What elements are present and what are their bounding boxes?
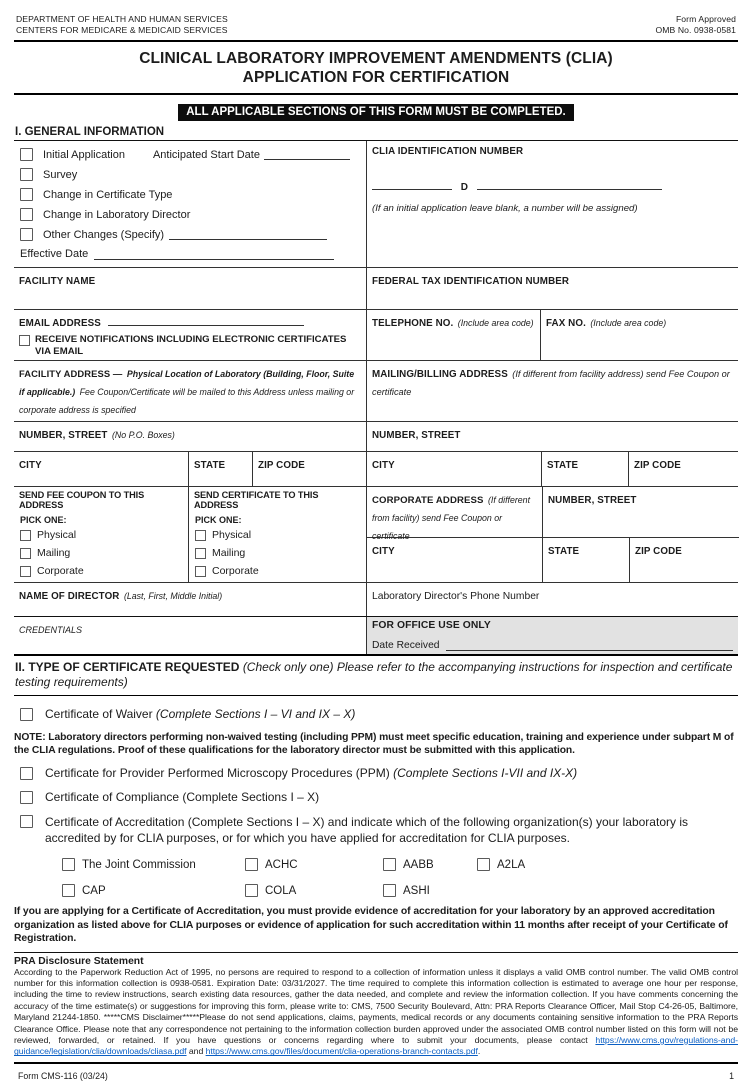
form-title-line1: CLINICAL LABORATORY IMPROVEMENT AMENDMENTS (CLIA) bbox=[139, 50, 613, 67]
certificate-ppm-label: Certificate for Provider Performed Microscopy Procedures (PPM) bbox=[45, 766, 394, 780]
application-type-cell bbox=[14, 141, 366, 267]
corporate-zip-cell[interactable] bbox=[629, 538, 739, 582]
clia-id-label: CLIA IDENTIFICATION NUMBER bbox=[372, 146, 524, 157]
mailing-address-note: (If different from facility address) send Fee Coupon or certificate bbox=[372, 369, 730, 397]
no-po-boxes-note: (No P.O. Boxes) bbox=[111, 430, 175, 440]
facility-address-cell bbox=[14, 361, 366, 421]
certificate-corporate-label: Corporate bbox=[212, 565, 259, 577]
cap-label: CAP bbox=[82, 884, 106, 897]
state-label: STATE bbox=[194, 460, 226, 471]
form-title bbox=[14, 42, 738, 93]
certificate-compliance-label: Certificate of Compliance (Complete Sections I – X) bbox=[45, 790, 320, 804]
mailing-zip-cell[interactable] bbox=[628, 452, 738, 486]
telephone-label: TELEPHONE NO. bbox=[372, 318, 454, 329]
initial-application-label: Initial Application bbox=[43, 148, 125, 161]
send-fee-coupon-cell bbox=[14, 487, 188, 582]
email-label: EMAIL ADDRESS bbox=[19, 318, 101, 329]
section2-heading bbox=[14, 656, 738, 695]
pra-heading: PRA Disclosure Statement bbox=[14, 955, 144, 967]
agency-line: CENTERS FOR MEDICARE & MEDICAID SERVICES bbox=[16, 25, 228, 35]
fee-coupon-physical-label: Physical bbox=[37, 529, 77, 541]
pra-body bbox=[14, 967, 738, 1058]
zip-label: ZIP CODE bbox=[634, 460, 681, 471]
fax-note: (Include area code) bbox=[590, 318, 667, 328]
facility-address-sublabel: Physical Location of Laboratory (Building, Floor, Suite if applicable.) bbox=[19, 369, 355, 397]
certificate-options bbox=[14, 696, 738, 897]
corporate-city-cell[interactable] bbox=[367, 538, 542, 582]
credentials-cell[interactable] bbox=[14, 617, 366, 654]
checkbox-achc[interactable] bbox=[245, 858, 258, 871]
department-line: DEPARTMENT OF HEALTH AND HUMAN SERVICES bbox=[16, 14, 228, 24]
achc-label: ACHC bbox=[265, 858, 298, 871]
zip-label: ZIP CODE bbox=[635, 546, 682, 557]
checkbox-aabb[interactable] bbox=[383, 858, 396, 871]
joint-commission-label: The Joint Commission bbox=[82, 858, 196, 871]
send-fee-coupon-label: SEND FEE COUPON TO THIS ADDRESS bbox=[19, 490, 145, 510]
cola-label: COLA bbox=[265, 884, 297, 897]
office-use-label: FOR OFFICE USE ONLY bbox=[372, 620, 491, 631]
form-approved-label: Form Approved bbox=[675, 14, 736, 24]
date-received-label: Date Received bbox=[372, 640, 440, 651]
corporate-address-block bbox=[366, 487, 738, 582]
corporate-number-street-label: NUMBER, STREET bbox=[548, 495, 637, 506]
form-title-line2: APPLICATION FOR CERTIFICATION bbox=[242, 69, 510, 86]
checkbox-certificate-corporate[interactable] bbox=[195, 566, 206, 577]
date-received-field[interactable] bbox=[446, 640, 733, 651]
mailing-state-cell[interactable] bbox=[541, 452, 628, 486]
checkbox-certificate-mailing[interactable] bbox=[195, 548, 206, 559]
anticipated-start-date-field[interactable] bbox=[264, 149, 350, 160]
fax-label: FAX NO. bbox=[546, 318, 586, 329]
telephone-cell[interactable] bbox=[366, 310, 540, 360]
director-name-note: (Last, First, Middle Initial) bbox=[123, 591, 223, 601]
office-use-cell bbox=[366, 617, 738, 654]
facility-name-cell[interactable] bbox=[14, 268, 366, 309]
other-changes-field[interactable] bbox=[169, 229, 327, 240]
fee-coupon-corporate-label: Corporate bbox=[37, 565, 84, 577]
anticipated-start-date-label: Anticipated Start Date bbox=[152, 148, 260, 161]
pra-text-3: . bbox=[477, 1046, 481, 1057]
accreditation-evidence-notice: If you are applying for a Certificate of Accreditation, you must provide evidence of accreditation for your laboratory by an approved accreditation organization as listed above for CLIA purposes or evidence of application for such accreditation within 11 months after receipt of your Certificate of Registration. bbox=[14, 906, 728, 944]
checkbox-other-changes[interactable] bbox=[20, 228, 33, 241]
state-label: STATE bbox=[548, 546, 580, 557]
director-phone-label: Laboratory Director's Phone Number bbox=[372, 591, 540, 602]
all-sections-banner: ALL APPLICABLE SECTIONS OF THIS FORM MUST BE COMPLETED. bbox=[178, 104, 574, 121]
email-field[interactable] bbox=[108, 315, 304, 326]
mailing-number-street-label: NUMBER, STREET bbox=[372, 430, 461, 441]
receive-notifications-label-line1: RECEIVE NOTIFICATIONS INCLUDING ELECTRONIC CERTIFICATES bbox=[35, 334, 347, 345]
checkbox-ashi[interactable] bbox=[383, 884, 396, 897]
checkbox-certificate-physical[interactable] bbox=[195, 530, 206, 541]
facility-number-street-label: NUMBER, STREET bbox=[19, 430, 108, 441]
checkbox-certificate-of-accreditation[interactable] bbox=[20, 815, 33, 828]
telephone-note: (Include area code) bbox=[457, 318, 534, 328]
city-label: CITY bbox=[372, 546, 395, 557]
mailing-address-cell bbox=[366, 361, 738, 421]
clia-id-field-right[interactable] bbox=[477, 179, 662, 190]
director-qualifications-note: NOTE: Laboratory directors performing non-waived testing (including PPM) must meet specific education, training and experience under subpart M of the CLIA regulations. Proof of these qualifications for the laboratory director must be submitted with this application. bbox=[14, 732, 734, 756]
pra-disclosure bbox=[14, 952, 738, 1058]
federal-tax-cell[interactable] bbox=[366, 268, 738, 309]
clia-contacts-link[interactable]: https://www.cms.gov/files/document/clia-operations-branch-contacts.pdf bbox=[205, 1046, 478, 1057]
clia-id-note: (If an initial application leave blank, a number will be assigned) bbox=[372, 203, 638, 214]
checkbox-fee-coupon-physical[interactable] bbox=[20, 530, 31, 541]
checkbox-joint-commission[interactable] bbox=[62, 858, 75, 871]
checkbox-cola[interactable] bbox=[245, 884, 258, 897]
checkbox-fee-coupon-mailing[interactable] bbox=[20, 548, 31, 559]
change-certificate-type-label: Change in Certificate Type bbox=[43, 188, 173, 201]
section1-heading: I. GENERAL INFORMATION bbox=[15, 126, 165, 138]
mailing-address-label: MAILING/BILLING ADDRESS bbox=[372, 369, 508, 380]
pra-text-2: and bbox=[186, 1046, 206, 1057]
clia-id-separator: D bbox=[460, 182, 469, 193]
a2la-label: A2LA bbox=[497, 858, 526, 871]
ashi-label: ASHI bbox=[403, 884, 430, 897]
state-label: STATE bbox=[547, 460, 579, 471]
page-number: 1 bbox=[729, 1070, 734, 1081]
checkbox-fee-coupon-corporate[interactable] bbox=[20, 566, 31, 577]
facility-number-street-cell[interactable] bbox=[14, 422, 366, 451]
checkbox-certificate-of-waiver[interactable] bbox=[20, 708, 33, 721]
pick-one-label: PICK ONE: bbox=[20, 515, 67, 525]
receive-notifications-label-line2: VIA EMAIL bbox=[35, 346, 84, 357]
credentials-label: CREDENTIALS bbox=[19, 625, 83, 635]
corporate-address-note: (If different from facility) send Fee Coupon or certificate bbox=[372, 495, 531, 541]
fax-cell[interactable] bbox=[540, 310, 738, 360]
facility-name-label: FACILITY NAME bbox=[19, 276, 96, 287]
checkbox-initial-application[interactable] bbox=[20, 148, 33, 161]
certificate-waiver-label: Certificate of Waiver bbox=[45, 707, 156, 721]
zip-label: ZIP CODE bbox=[258, 460, 305, 471]
corporate-address-label: CORPORATE ADDRESS bbox=[372, 495, 484, 506]
survey-label: Survey bbox=[43, 168, 78, 181]
director-phone-cell[interactable] bbox=[366, 583, 738, 616]
page-footer bbox=[14, 1064, 738, 1081]
effective-date-field[interactable] bbox=[94, 249, 334, 260]
checkbox-cap[interactable] bbox=[62, 884, 75, 897]
mailing-city-cell[interactable] bbox=[366, 452, 541, 486]
certificate-waiver-sections: (Complete Sections I – VI and IX – X) bbox=[155, 707, 356, 721]
facility-address-label: FACILITY ADDRESS — bbox=[19, 368, 123, 379]
facility-city-cell[interactable] bbox=[14, 452, 188, 486]
aabb-label: AABB bbox=[403, 858, 434, 871]
clia-id-field-left[interactable] bbox=[372, 179, 452, 190]
title-divider bbox=[14, 93, 738, 95]
section2-heading-italic: (Check only one) Please refer to the accompanying instructions for inspection and certificate testing requirements) bbox=[15, 660, 733, 689]
form-number: Form CMS-116 (03/24) bbox=[18, 1070, 108, 1081]
page-header bbox=[14, 12, 738, 40]
facility-zip-cell[interactable] bbox=[252, 452, 366, 486]
checkbox-change-laboratory-director[interactable] bbox=[20, 208, 33, 221]
city-label: CITY bbox=[372, 460, 395, 471]
accreditation-organizations bbox=[62, 858, 738, 897]
fee-coupon-mailing-label: Mailing bbox=[37, 547, 71, 559]
change-laboratory-director-label: Change in Laboratory Director bbox=[43, 208, 191, 221]
certificate-accreditation-label: Certificate of Accreditation (Complete Sections I – X) and indicate which of the following organization(s) your laboratory is accredited by for CLIA purposes, or for which you have applied for accreditation for CLIA purposes. bbox=[45, 815, 688, 845]
federal-tax-label: FEDERAL TAX IDENTIFICATION NUMBER bbox=[372, 276, 570, 287]
effective-date-label: Effective Date bbox=[20, 248, 89, 260]
checkbox-a2la[interactable] bbox=[477, 858, 490, 871]
checkbox-receive-notifications[interactable] bbox=[19, 335, 30, 346]
checkbox-survey[interactable] bbox=[20, 168, 33, 181]
director-name-cell[interactable] bbox=[14, 583, 366, 616]
certificate-ppm-sections: (Complete Sections I-VII and IX-X) bbox=[393, 766, 578, 780]
mailing-number-street-cell[interactable] bbox=[366, 422, 738, 451]
certificate-physical-label: Physical bbox=[212, 529, 252, 541]
section2-heading-bold: II. TYPE OF CERTIFICATE REQUESTED bbox=[15, 660, 240, 674]
checkbox-change-certificate-type[interactable] bbox=[20, 188, 33, 201]
checkbox-certificate-ppm[interactable] bbox=[20, 767, 33, 780]
pra-text-1: According to the Paperwork Reduction Act of 1995, no persons are required to respond to a collection of information unless it displays a valid OMB control number. The valid OMB control number for this information collection is 0938-0581. Expiration Date: 03/31/2027. The time required to complete this information collection is estimated to average one hour per response, including the time to review instructions, search existing data resources, gather the data needed, and complete and review the information collection. If you have comments concerning the accuracy of the time estimate(s) or suggestions for improving this form, please write to: CMS, 7500 Security Boulevard, Attn: PRA Reports Clearance Officer, Mail Stop C4-26-05, Baltimore, Maryland 21244-1850. *****CMS Disclaimer*****Please do not send applications, claims, payments, medical records or any documents containing sensitive information to the PRA Reports Clearance Office. Please note that any correspondence not pertaining to the information collection burden approved under the associated OMB control number listed on this form will not be reviewed, forwarded, or retained. If you have questions or concerns regarding where to submit your documents, please contact bbox=[14, 966, 738, 1045]
facility-state-cell[interactable] bbox=[188, 452, 252, 486]
clia-id-cell bbox=[366, 141, 738, 267]
director-name-label: NAME OF DIRECTOR bbox=[19, 591, 120, 602]
city-label: CITY bbox=[19, 460, 42, 471]
general-information-table bbox=[14, 140, 738, 656]
certificate-mailing-label: Mailing bbox=[212, 547, 246, 559]
omb-number: OMB No. 0938-0581 bbox=[655, 25, 736, 35]
checkbox-certificate-of-compliance[interactable] bbox=[20, 791, 33, 804]
clia-application-link[interactable]: https://www.cms.gov/regulations-and-guidance/legislation/clia/downloads/cliasa.pdf bbox=[14, 1034, 738, 1057]
pick-one-label: PICK ONE: bbox=[195, 515, 242, 525]
other-changes-label: Other Changes (Specify) bbox=[43, 228, 165, 241]
facility-address-note: Fee Coupon/Certificate will be mailed to this Address unless mailing or corporate address is specified bbox=[19, 387, 355, 415]
email-cell bbox=[14, 310, 366, 360]
corporate-state-cell[interactable] bbox=[542, 538, 629, 582]
send-certificate-label: SEND CERTIFICATE TO THIS ADDRESS bbox=[194, 490, 319, 510]
send-certificate-cell bbox=[188, 487, 366, 582]
